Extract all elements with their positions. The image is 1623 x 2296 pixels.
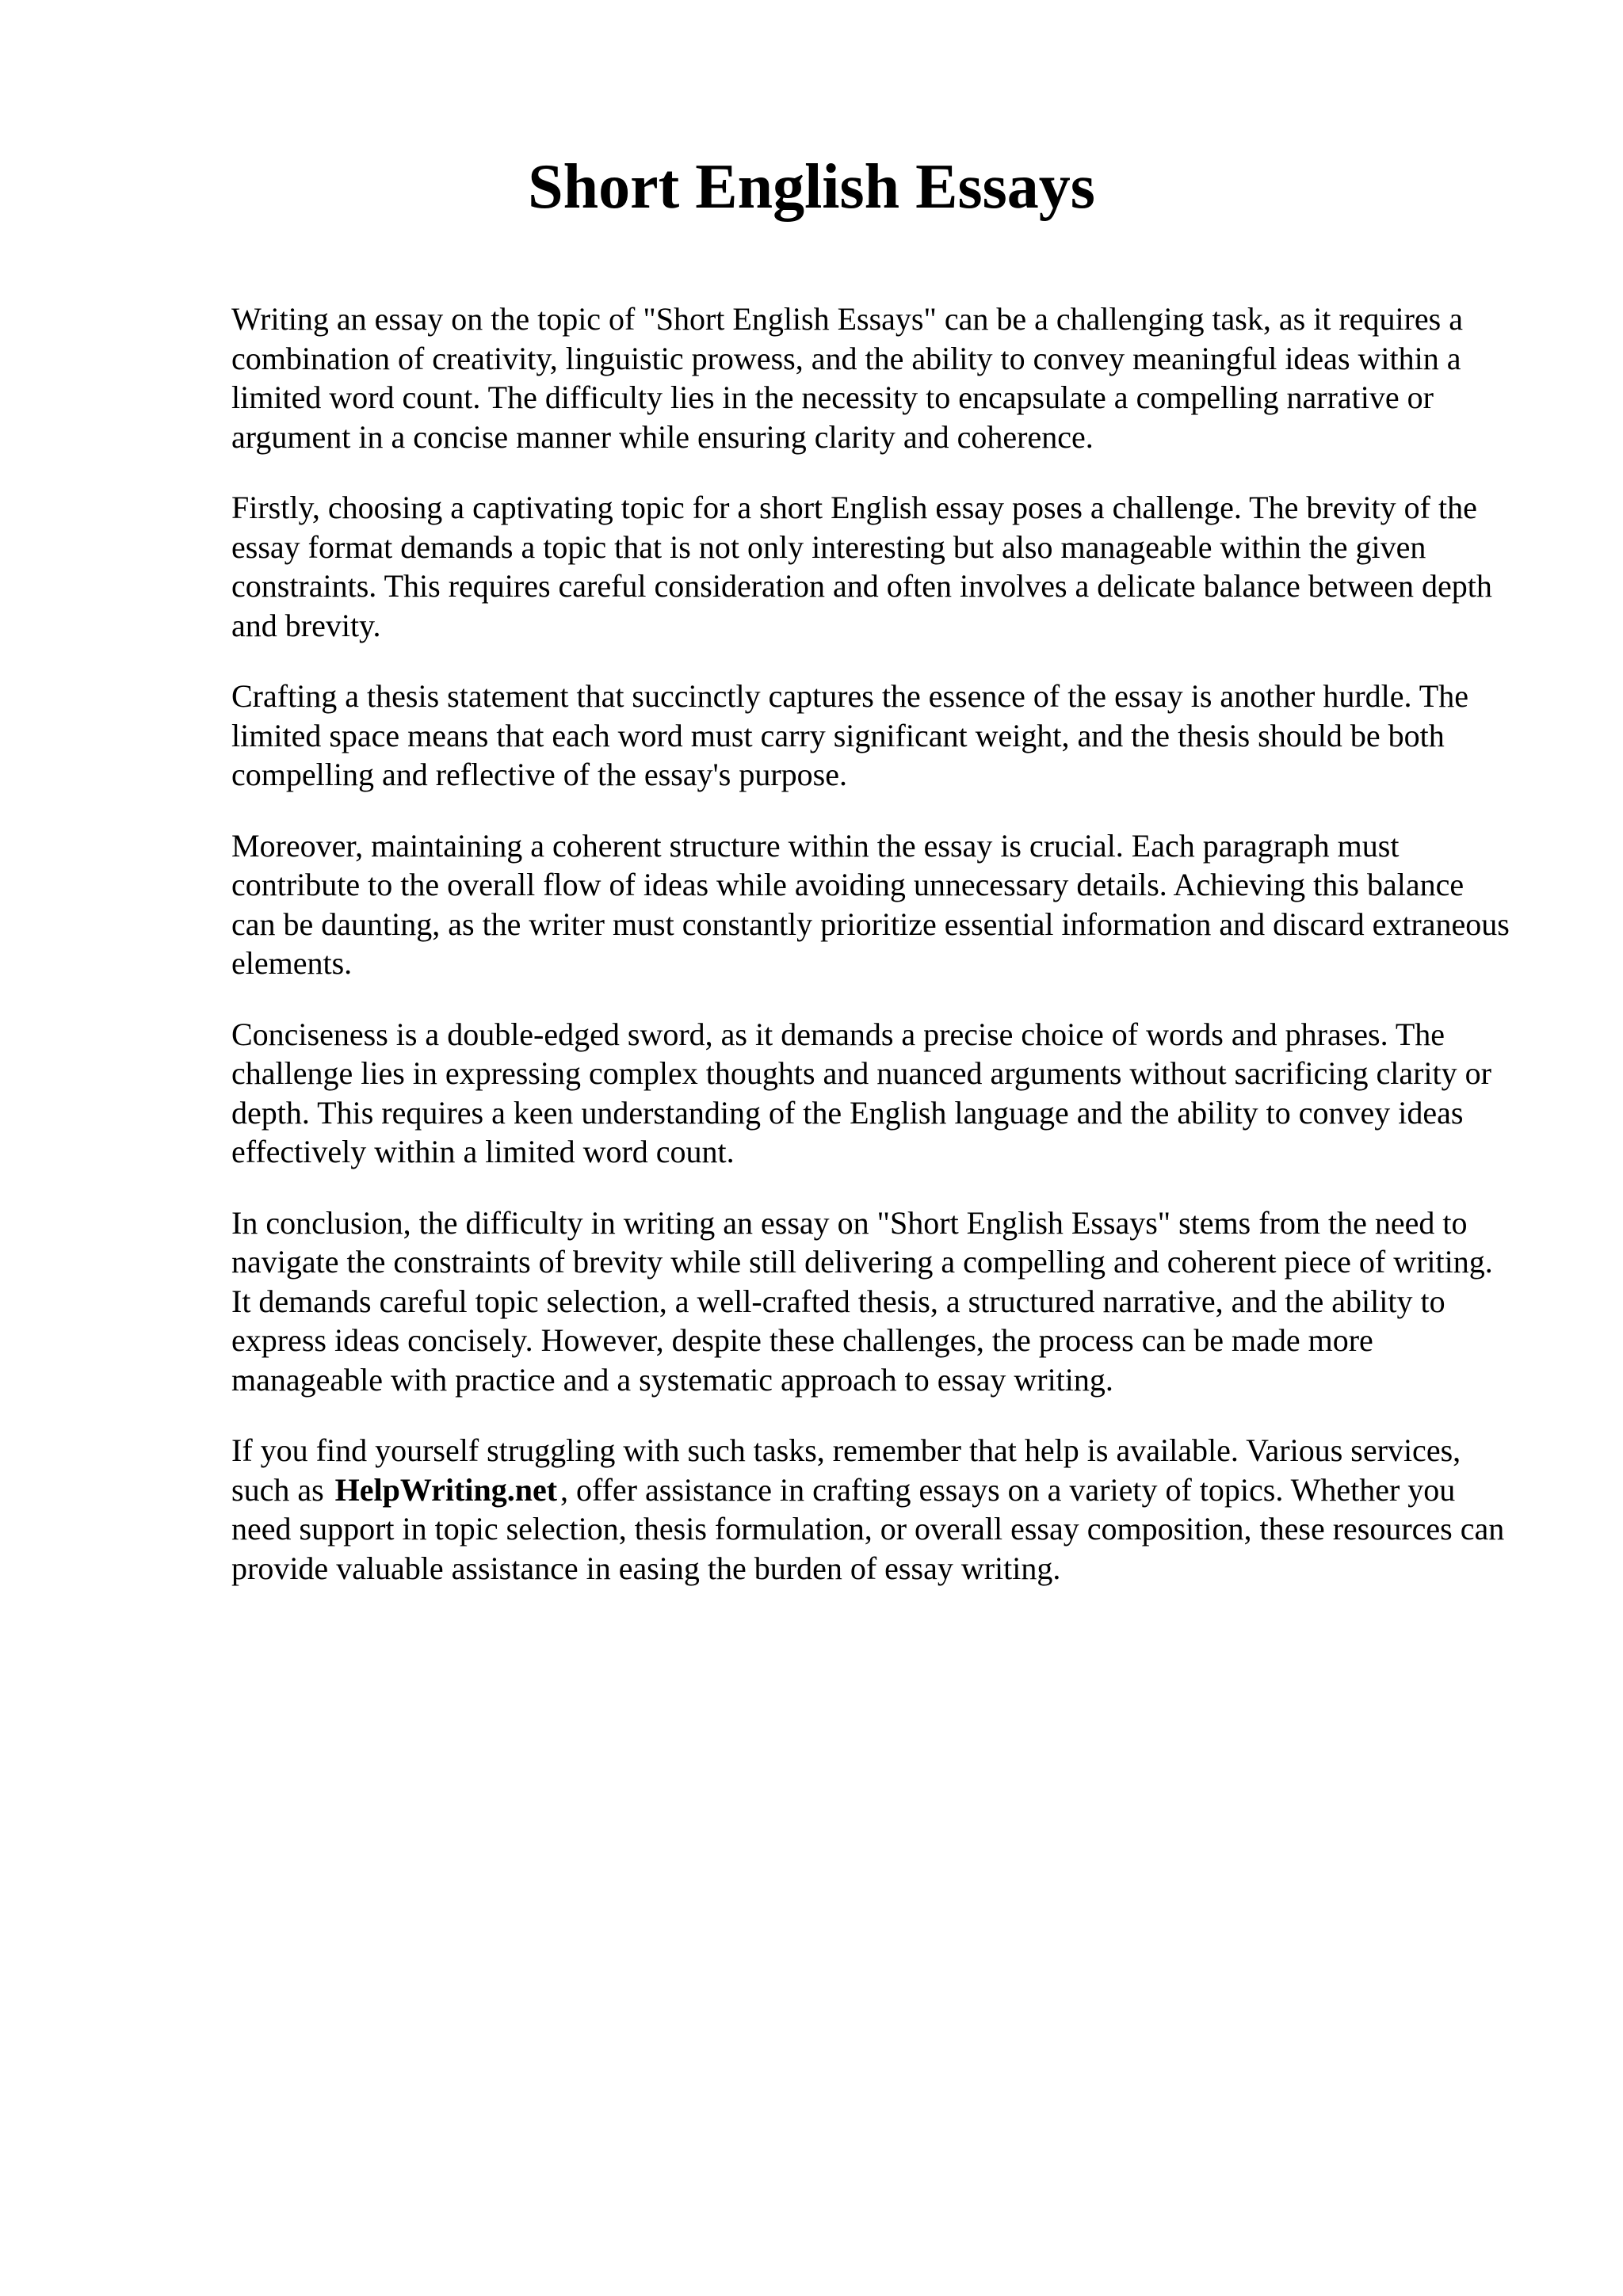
paragraph-topic-choice: Firstly, choosing a captivating topic for a short English essay poses a challenge. The brevity of the essay format demands a topic that is not only interesting but also manageable within the given constraints. This requires careful consideration and often involves a delicate balance between depth and brevity.	[231, 490, 1492, 643]
help-text-before-link: If you find yourself struggling with such tasks, remember that help is available. Various services, such as	[231, 1432, 1461, 1508]
document-body	[231, 299, 1515, 1619]
paragraph-intro: Writing an essay on the topic of "Short English Essays" can be a challenging task, as it requires a combination of creativity, linguistic prowess, and the ability to convey meaningful ideas within a limited word count. The difficulty lies in the necessity to encapsulate a compelling narrative or argument in a concise manner while ensuring clarity and coherence.	[231, 301, 1464, 455]
helpwriting-link[interactable]: HelpWriting.net	[334, 1471, 558, 1508]
paragraph-structure: Moreover, maintaining a coherent structure within the essay is crucial. Each paragraph must contribute to the overall flow of ideas while avoiding unnecessary details. Achieving this balance can be daunting, as the writer must constantly prioritize essential information and discard extraneous elements.	[231, 827, 1510, 981]
document-title: Short English Essays	[528, 152, 1095, 222]
help-text-after-link: , offer assistance in crafting essays on a variety of topics. Whether you need support in topic selection, thesis formulation, or overall essay composition, these resources can provide valuable assistance in easing the burden of essay writing.	[231, 1471, 1505, 1586]
paragraph-help	[231, 1431, 1515, 1588]
paragraph-conclusion: In conclusion, the difficulty in writing an essay on "Short English Essays" stems from the need to navigate the constraints of brevity while still delivering a compelling and coherent piece of writing. It demands careful topic selection, a well-crafted thesis, a structured narrative, and the ability to express ideas concisely. However, despite these challenges, the process can be made more manageable with practice and a systematic approach to essay writing.	[231, 1204, 1493, 1398]
paragraph-thesis: Crafting a thesis statement that succinctly captures the essence of the essay is another hurdle. The limited space means that each word must carry significant weight, and the thesis should be both compelling and reflective of the essay's purpose.	[231, 678, 1468, 792]
paragraph-conciseness: Conciseness is a double-edged sword, as it demands a precise choice of words and phrases. The challenge lies in expressing complex thoughts and nuanced arguments without sacrificing clarity or depth. This requires a keen understanding of the English language and the ability to convey ideas effectively within a limited word count.	[231, 1016, 1491, 1169]
